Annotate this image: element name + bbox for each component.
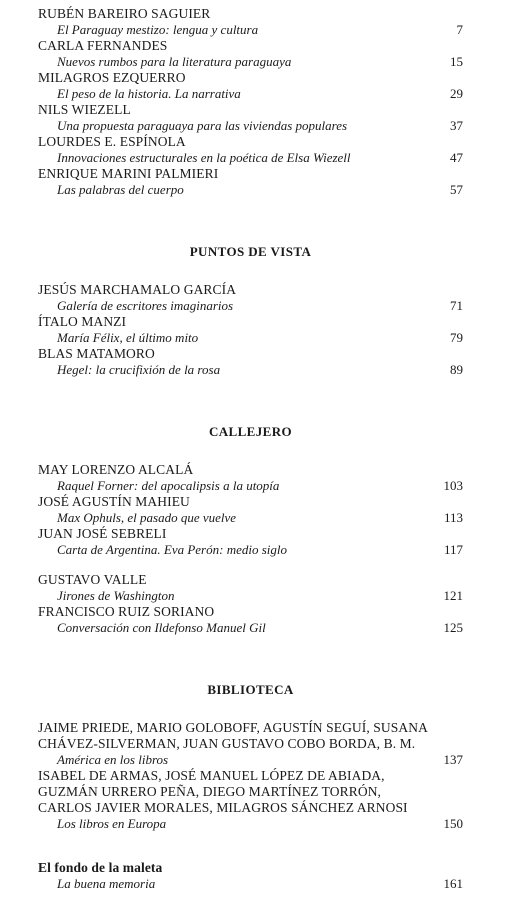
toc-entry [38, 102, 463, 134]
entry-page-number: 37 [450, 118, 463, 133]
entry-author: CARLOS JAVIER MORALES, MILAGROS SÁNCHEZ ARNOSI [38, 800, 408, 815]
entry-author: MILAGROS EZQUERRO [38, 70, 186, 85]
entry-title: Max Ophuls, el pasado que vuelve [57, 510, 237, 525]
toc-entry [38, 462, 463, 494]
entry-title: Conversación con Ildefonso Manuel Gil [57, 620, 266, 635]
entry-title: América en los libros [57, 752, 169, 767]
entry-author: GUZMÁN URRERO PEÑA, DIEGO MARTÍNEZ TORRÓN, [38, 784, 382, 799]
entry-author: GUSTAVO VALLE [38, 572, 147, 587]
toc-entry [38, 768, 463, 832]
toc-section [38, 860, 463, 892]
entry-author: CHÁVEZ-SILVERMAN, JUAN GUSTAVO COBO BORDA, B. M. [38, 736, 416, 751]
toc-entry [38, 6, 463, 38]
toc-section [38, 682, 463, 832]
entry-title: El peso de la historia. La narrativa [57, 86, 241, 101]
entry-page-number: 137 [443, 752, 463, 767]
entry-page-number: 150 [443, 816, 463, 831]
toc-section [38, 424, 463, 558]
section-heading: PUNTOS DE VISTA [189, 244, 312, 259]
entry-title: Carta de Argentina. Eva Perón: medio siglo [57, 542, 288, 557]
toc-entry [38, 314, 463, 346]
entry-author: FRANCISCO RUIZ SORIANO [38, 604, 215, 619]
section-heading: BIBLIOTECA [207, 682, 294, 697]
entry-title: Los libros en Europa [57, 816, 167, 831]
toc-section [38, 0, 463, 198]
entry-author: JUAN JOSÉ SEBRELI [38, 526, 167, 541]
entry-page-number: 7 [456, 22, 463, 37]
entry-title: Hegel: la crucifixión de la rosa [57, 362, 221, 377]
toc-entry [38, 494, 463, 526]
entry-author: JESÚS MARCHAMALO GARCÍA [38, 282, 237, 297]
entry-title: María Félix, el último mito [57, 330, 199, 345]
toc-entry [38, 70, 463, 102]
toc-entry [38, 166, 463, 198]
entry-title: Jirones de Washington [57, 588, 175, 603]
entry-author: BLAS MATAMORO [38, 346, 155, 361]
toc-entry [38, 134, 463, 166]
entry-author: JAIME PRIEDE, MARIO GOLOBOFF, AGUSTÍN SEGUÍ, SUSANA [38, 720, 428, 735]
entry-page-number: 15 [450, 54, 463, 69]
entry-author: RUBÉN BAREIRO SAGUIER [38, 6, 211, 21]
entry-page-number: 117 [443, 542, 463, 557]
entry-title: La buena memoria [57, 876, 156, 891]
entry-title: Raquel Forner: del apocalipsis a la utopía [57, 478, 280, 493]
toc-entry [38, 526, 463, 558]
entry-author: MAY LORENZO ALCALÁ [38, 462, 194, 477]
entry-page-number: 29 [450, 86, 463, 101]
entry-title: Galería de escritores imaginarios [57, 298, 234, 313]
entry-page-number: 79 [450, 330, 463, 345]
entry-title: El Paraguay mestizo: lengua y cultura [57, 22, 259, 37]
toc-entry [38, 860, 463, 892]
toc-entry [38, 346, 463, 378]
entry-title: Innovaciones estructurales en la poética de Elsa Wiezell [57, 150, 351, 165]
entry-page-number: 121 [443, 588, 463, 603]
entry-page-number: 71 [450, 298, 463, 313]
toc-section [38, 244, 463, 378]
toc-entry [38, 282, 463, 314]
entry-page-number: 113 [443, 510, 463, 525]
entry-page-number: 89 [450, 362, 463, 377]
entry-author: ÍTALO MANZI [38, 314, 127, 329]
toc-entry [38, 572, 463, 604]
entry-title: Nuevos rumbos para la literatura paraguaya [57, 54, 292, 69]
entry-page-number: 161 [443, 876, 463, 891]
toc-entry [38, 720, 463, 768]
entry-author: CARLA FERNANDES [38, 38, 168, 53]
entry-author: ENRIQUE MARINI PALMIERI [38, 166, 219, 181]
entry-author: LOURDES E. ESPÍNOLA [38, 134, 186, 149]
entry-title: Las palabras del cuerpo [57, 182, 184, 197]
entry-title: Una propuesta paraguaya para las viviendas populares [57, 118, 348, 133]
entry-author: NILS WIEZELL [38, 102, 131, 117]
entry-page-number: 47 [450, 150, 463, 165]
toc-section [38, 572, 463, 636]
entry-page-number: 125 [443, 620, 463, 635]
entry-author: JOSÉ AGUSTÍN MAHIEU [38, 494, 190, 509]
toc-entry [38, 604, 463, 636]
entry-page-number: 57 [450, 182, 463, 197]
entry-author: El fondo de la maleta [38, 860, 163, 875]
toc-entry [38, 38, 463, 70]
entry-page-number: 103 [443, 478, 463, 493]
section-heading: CALLEJERO [208, 424, 293, 439]
entry-author: ISABEL DE ARMAS, JOSÉ MANUEL LÓPEZ DE ABIADA, [38, 768, 385, 783]
